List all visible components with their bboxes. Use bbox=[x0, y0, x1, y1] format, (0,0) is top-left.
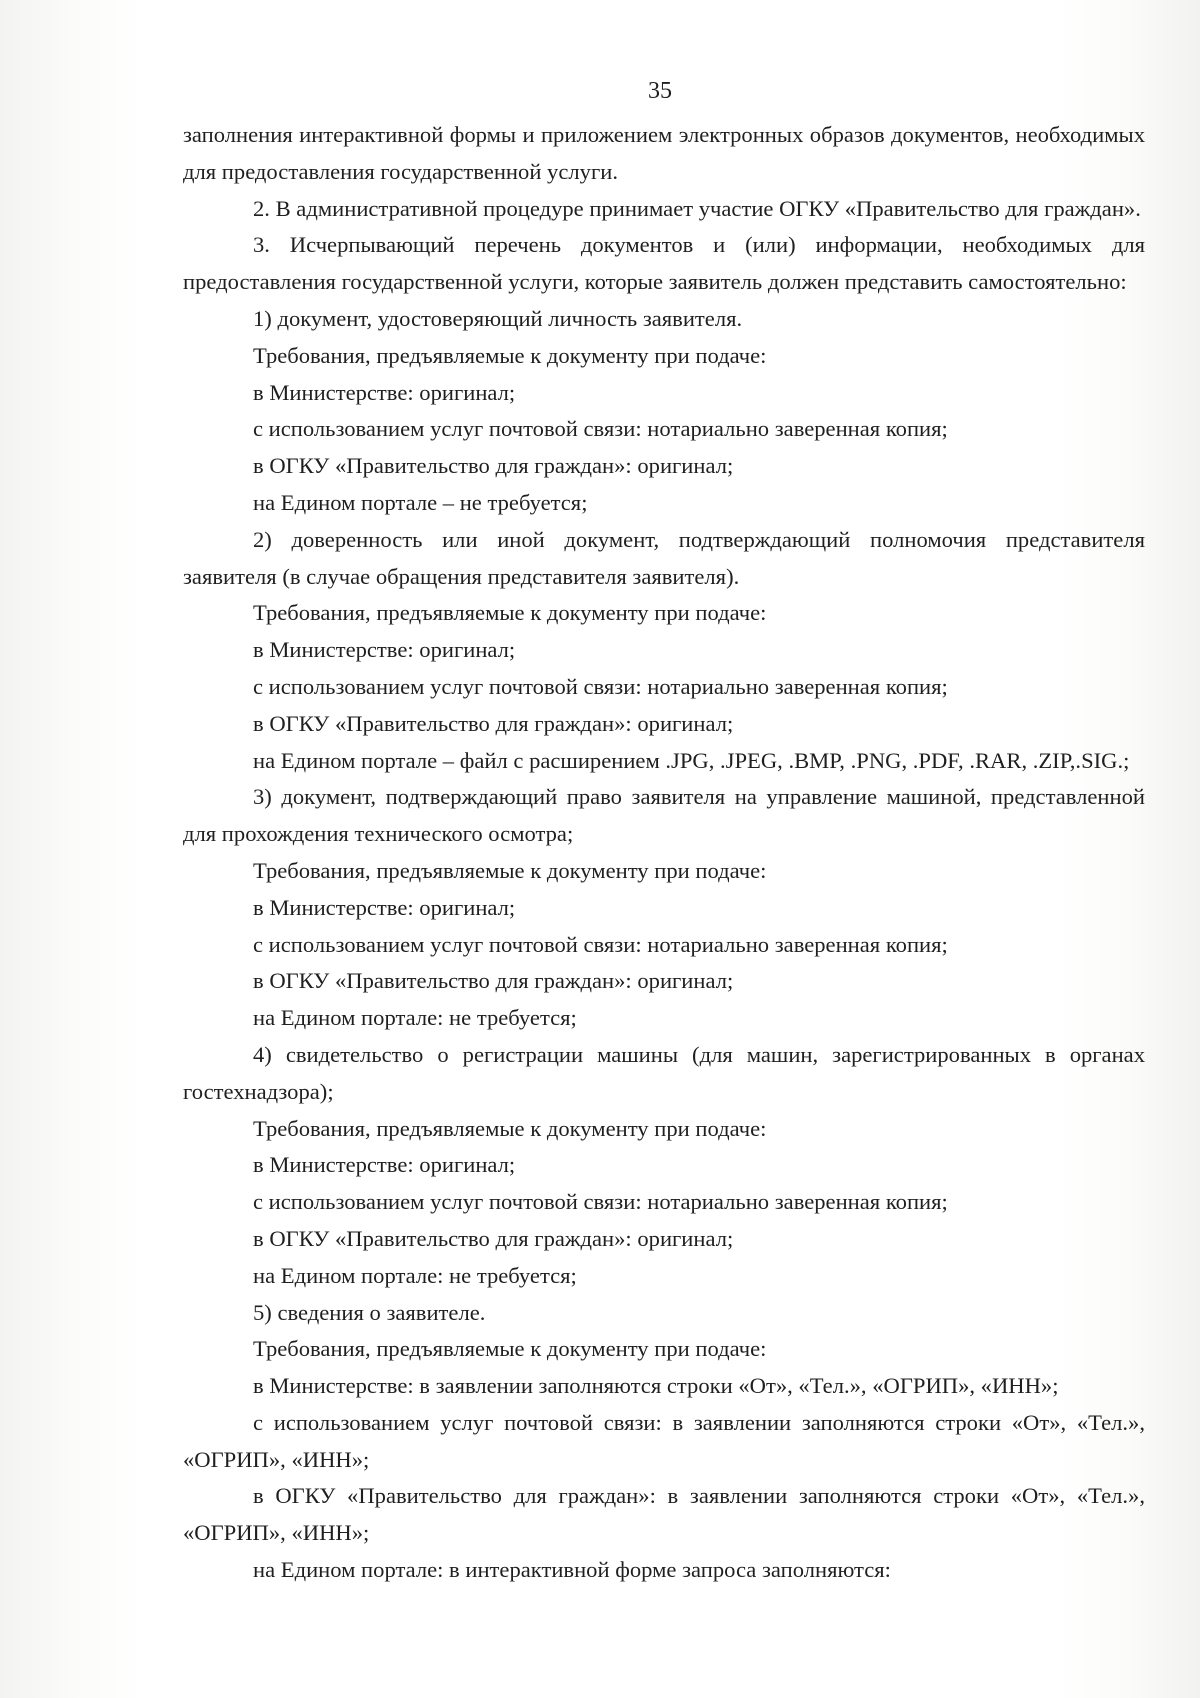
paragraph: в Министерстве: оригинал; bbox=[253, 379, 516, 405]
paragraph: с использованием услуг почтовой связи: нотариально заверенная копия; bbox=[253, 1189, 948, 1215]
paragraph: заполнения интерактивной формы и приложением электронных образов документов, необходимых для предоставления государственной услуги. bbox=[183, 122, 1145, 184]
paragraph: в Министерстве: оригинал; bbox=[253, 1152, 516, 1178]
paragraph: в ОГКУ «Правительство для граждан»: оригинал; bbox=[253, 453, 734, 479]
paragraph: 2) доверенность или иной документ, подтверждающий полномочия представителя заявителя (в случае обращения представителя заявителя). bbox=[183, 526, 1145, 589]
paragraph: на Едином портале – не требуется; bbox=[253, 489, 588, 515]
paragraph: с использованием услуг почтовой связи: в заявлении заполняются строки «От», «Тел.», «ОГРИП», «ИНН»; bbox=[183, 1409, 1145, 1472]
paragraph: 5) сведения о заявителе. bbox=[253, 1299, 486, 1325]
paragraph: 4) свидетельство о регистрации машины (для машин, зарегистрированных в органах гостехнадзора); bbox=[183, 1041, 1145, 1104]
paragraph: в ОГКУ «Правительство для граждан»: оригинал; bbox=[253, 710, 734, 736]
paragraph: на Едином портале – файл с расширением .JPG, .JPEG, .BMP, .PNG, .PDF, .RAR, .ZIP,.SIG.; bbox=[253, 747, 1130, 773]
paragraph: в Министерстве: оригинал; bbox=[253, 894, 516, 920]
paragraph: Требования, предъявляемые к документу при подаче: bbox=[253, 1336, 767, 1362]
page-number: 35 bbox=[648, 78, 672, 104]
paragraph: на Едином портале: в интерактивной форме запроса заполняются: bbox=[253, 1557, 891, 1583]
paragraph: Требования, предъявляемые к документу при подаче: bbox=[253, 600, 767, 626]
paragraph: 2. В административной процедуре принимает участие ОГКУ «Правительство для граждан». bbox=[253, 195, 1141, 221]
paragraph: с использованием услуг почтовой связи: нотариально заверенная копия; bbox=[253, 931, 948, 957]
paragraph: с использованием услуг почтовой связи: нотариально заверенная копия; bbox=[253, 673, 948, 699]
paragraph: в ОГКУ «Правительство для граждан»: оригинал; bbox=[253, 968, 734, 994]
paragraph: с использованием услуг почтовой связи: нотариально заверенная копия; bbox=[253, 416, 948, 442]
paragraph: 3) документ, подтверждающий право заявителя на управление машиной, представленной для прохождения технического осмотра; bbox=[183, 784, 1145, 847]
paragraph: в ОГКУ «Правительство для граждан»: в заявлении заполняются строки «От», «Тел.», «ОГРИП», «ИНН»; bbox=[183, 1483, 1145, 1546]
paragraph: Требования, предъявляемые к документу при подаче: bbox=[253, 857, 767, 883]
paragraph: на Едином портале: не требуется; bbox=[253, 1005, 577, 1031]
paragraph: 3. Исчерпывающий перечень документов и (или) информации, необходимых для предоставления государственной услуги, которые заявитель должен представить самостоятельно: bbox=[183, 232, 1145, 295]
paragraph: Требования, предъявляемые к документу при подаче: bbox=[253, 1115, 767, 1141]
paragraph: 1) документ, удостоверяющий личность заявителя. bbox=[253, 305, 743, 331]
paragraph: в Министерстве: оригинал; bbox=[253, 637, 516, 663]
document-body bbox=[183, 117, 1145, 1589]
paragraph: в ОГКУ «Правительство для граждан»: оригинал; bbox=[253, 1225, 734, 1251]
paragraph: в Министерстве: в заявлении заполняются строки «От», «Тел.», «ОГРИП», «ИНН»; bbox=[253, 1373, 1059, 1399]
paragraph: Требования, предъявляемые к документу при подаче: bbox=[253, 342, 767, 368]
paragraph: на Едином портале: не требуется; bbox=[253, 1262, 577, 1288]
